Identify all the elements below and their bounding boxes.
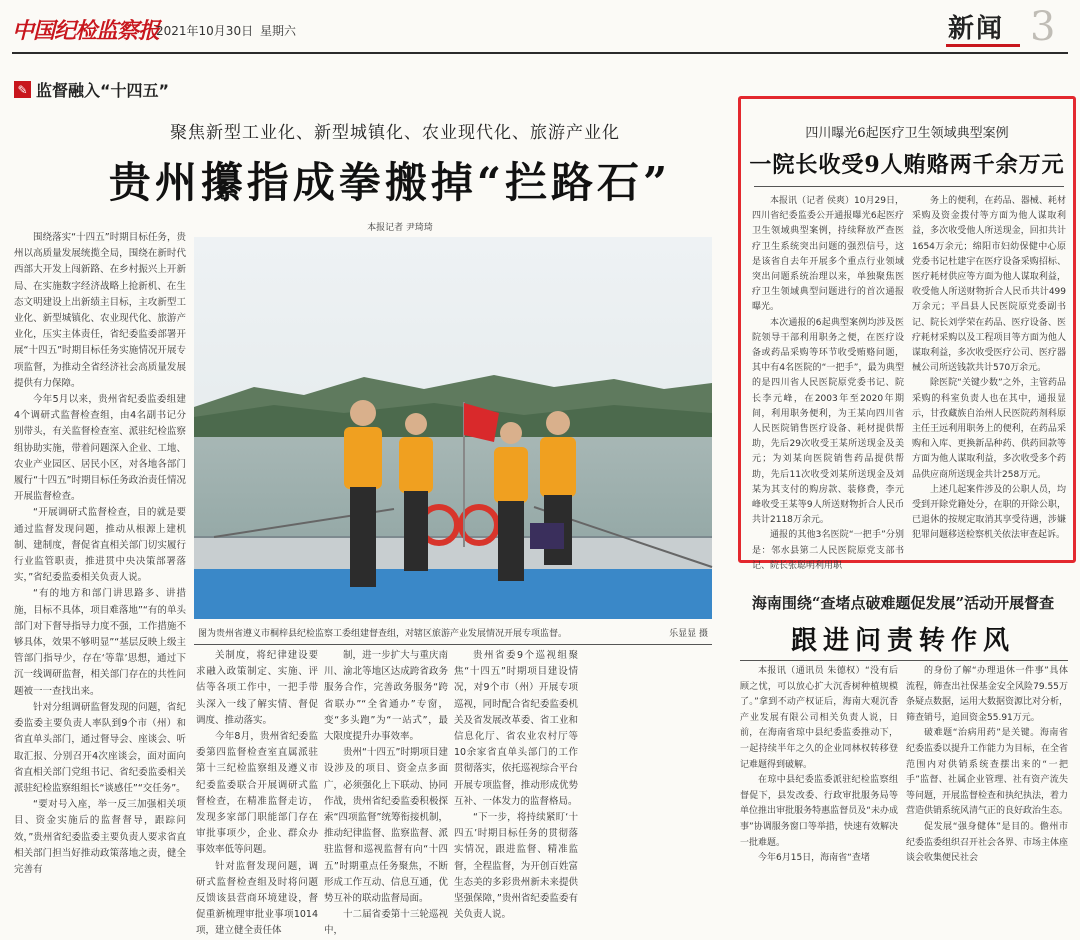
lead-column-1 <box>14 230 186 875</box>
section-underline <box>946 44 1020 47</box>
paragraph: 制，进一步扩大与重庆南川、渝北等地区达成跨省政务服务合作，完善政务服务“跨省联办”“全省通办”专窗，变“多头跑”为“一站式”，最大限度提升办事效率。 <box>324 650 448 743</box>
hainan-headline[interactable]: 跟进问责转作风 <box>790 626 1015 656</box>
paragraph: 促发展“强身健体”是目的。儋州市纪委监委组织召开社会各界、市场主体座谈会收集便民社会 <box>906 821 1069 864</box>
paragraph: 通报的其他3名医院“一把手”分别是：邻水县第二人民医院原党支部书记、院长张聪明利用职 <box>752 530 904 571</box>
paragraph: “开展调研式监督检查，目的就是要通过监督发现问题，推动从根源上建机制、建制度，督促省直相关部门切实履行行业监管职责，推进贯中央决策部署落实，”省纪委监委相关负责人说。 <box>14 507 186 584</box>
masthead <box>0 0 1080 52</box>
box-column-2 <box>912 194 1066 556</box>
paragraph: 务上的便利，在药品、器械、耗材采购及资金拨付等方面为他人谋取利益，多次收受他人所送现金，回扣共计1654万余元；绵阳市妇幼保健中心原党委书记杜建宇在医疗设备采购招标、医疗耗材供应等方面为他人谋取利益，收受他人所送财物折合人民币共计499万余元；平昌县人民医院原党委副书记、院长刘学荣在药品、医疗设备、医疗耗材采购以及工程项目等方面为他人谋取利益，多次收受医疗公司、医疗器械公司所送钱款共计570万余元。 <box>912 196 1066 374</box>
paragraph: 本报讯（记者 侯爽）10月29日，四川省纪委监委公开通报曝光6起医疗卫生领域典型案例，持续释放严查医疗卫生系统突出问题的强烈信号，这是该省自去年开展多个重点行业领域突出问题系统治理以来，单独聚焦医疗卫生领域典型问题进行的首次通报曝光。 <box>752 196 904 313</box>
paragraph: 贵州省委9个巡视组聚焦“十四五”时期项目建设情况，对9个市（州）开展专项巡视，同时配合省纪委监委机关及省发展改革委、省工业和信息化厅、省农业农村厅等10余家省直单头部门的工作贯彻落实，依托巡视综合平台开展专项监督，推动形成优势互补、一体发力的监督格局。 <box>454 650 578 807</box>
paragraph: 本报讯（通讯员 朱德权）“没有后顾之忧，可以放心扩大沉香树种植规模了。”拿到不动产权证后，海南大观沉香产业发展有限公司相关负责人说，日前，在海南省琼中县纪委监委推动下，一起持续半年之久的企业同林权转移登记难题得到破解。 <box>740 666 898 770</box>
box-headline[interactable]: 一院长收受9人贿赂两千余万元 <box>749 152 1065 178</box>
bookmark-icon: ✎ <box>14 81 31 98</box>
paragraph: 贵州“十四五”时期项目建设涉及的项目、资金点多面广，必须强化上下联动、协同作战，贵州省纪委监委积极探索“四项监督”统筹衔接机制，推动纪律监督、监察监督、派驻监督和巡视监督有向“十四五”时期重点任务聚焦，不断形成工作互动、信息互通，优势互补的联动监督局面。 <box>324 747 448 905</box>
page-number: 3 <box>1030 4 1056 50</box>
hainan-rule <box>740 660 1068 661</box>
paragraph: 在琼中县纪委监委派驻纪检监察组督促下，县发改委、行政审批服务局等单位推出审批服务特惠监督员及“未办成事”协调服务窗口等举措，快速有效解决一批难题。 <box>740 775 898 848</box>
lead-headline[interactable]: 贵州攥指成拳搬掉“拦路石” <box>108 158 672 207</box>
lead-column-5 <box>584 648 712 868</box>
photo-credit: 乐显显 摄 <box>669 629 708 639</box>
paragraph: “有的地方和部门讲思路多、讲措施，目标不具体，项目难落地”“有的单头部门对下督导指导力度不强，工作措施不够具体，效果不够明显”“基层反映上级主管部门指导少，存在‘等靠’思想，通过下沉一线调研监督，相关部门存在的共性问题被一一查找出来。 <box>14 588 186 697</box>
lake-boat-scene-image <box>194 237 712 619</box>
hainan-column-2 <box>906 664 1068 868</box>
paragraph: “要对号入座，举一反三加强相关项目、资金实施后的监督督导，跟踪问效，”贵州省纪委监委主要负责人要求省直相关部门担当好推动政策落地之责，健全完善有 <box>14 799 186 875</box>
paragraph: 围绕落实“十四五”时期目标任务，贵州以高质量发展统揽全局，围绕在新时代西部大开发上闯新路、在乡村振兴上开新局、在实施数字经济战略上抢新机、在生态文明建设上出新绩主目标，主攻新型工业化、新型城镇化、农业现代化、旅游产业化，压实主体责任，省纪委监委部署开展“十四五”时期目标任务实施情况开展专项监督，为推动全省经济社会高质量发展提供有力保障。 <box>14 232 186 389</box>
masthead-rule <box>12 52 1068 54</box>
column-tag-label: 监督融入“十四五” <box>36 81 170 100</box>
box-rule <box>754 186 1064 187</box>
paragraph: 今年5月以来，贵州省纪委监委组建4个调研式监督检查组，由4名副书记分别带头，有关监督检查室、派驻纪检监察组协助实施，带着问题深入企业、工地、农业产业园区、居民小区，对各地各部门履行“十四五”时期目标任务政治责任情况开展监督检查。 <box>14 394 186 503</box>
box-kicker: 四川曝光6起医疗卫生领域典型案例 <box>805 126 1009 141</box>
paragraph: 十二届省委第十三轮巡视中， <box>324 909 448 937</box>
section-title: 新闻 <box>948 14 1005 44</box>
lead-kicker: 聚焦新型工业化、新型城镇化、农业现代化、旅游产业化 <box>170 123 620 143</box>
lead-column-3 <box>324 648 448 937</box>
photo-caption-text: 图为贵州省遵义市桐梓县纪检监察工委组建督查组，对辖区旅游产业发展情况开展专项监督。 <box>198 629 568 639</box>
hainan-kicker: 海南围绕“查堵点破难题促发展”活动开展督查 <box>751 594 1055 612</box>
photo-divider <box>194 644 712 645</box>
lead-column-2 <box>196 648 318 937</box>
paragraph: 针对分组调研监督发现的问题，省纪委监委主要负责人率队到9个市（州）和省直单头部门，通过督导会、座谈会、听取汇报、分别召开4次座谈会，面对面向省直相关部门党组书记、省纪委监委相关派驻纪检监察组组长“谈感任”“交任务”。 <box>14 701 186 794</box>
newspaper-logo[interactable]: 中国纪检监察报 <box>12 18 160 44</box>
photo-caption <box>198 626 708 639</box>
paragraph: 破难题“治病用药”是关键。海南省纪委监委以提升工作能力为目标，在全省范围内对供销系统查摆出来的“一把手”监督、社属企业管理、社有资产流失等问题，开展监督检查和执纪执法，着力营造供销系统风清气正的良好政治生态。 <box>906 728 1069 817</box>
paragraph: 除医院“关键少数”之外，主管药品采购的科室负责人也在其中，通报显示，甘孜藏族自治州人民医院药剂科原主任王远利用职务上的便利，在药品采购和入库、更换新品种药、供药回款等方面为他人谋取利益，多次收受多个药品供应商所送现金共计258万元。 <box>912 378 1066 480</box>
paragraph: 上述几起案件涉及的公职人员，均受到开除党籍处分，在职的开除公职，已退休的按规定取消其享受待遇，涉嫌犯罪问题移送检察机关依法审查起诉。 <box>912 484 1066 541</box>
paragraph: 针对监督发现问题，调研式监督检查组及时将问题反馈该县营商环境建设，督促重新梳理审批业事项1014项，建立健全责任体 <box>196 860 318 937</box>
issue-weekday: 星期六 <box>260 24 297 38</box>
box-column-1 <box>752 194 904 571</box>
column-tag <box>14 78 169 101</box>
paragraph: 本次通报的6起典型案例均涉及医院领导干部利用职务之便，在医疗设备或药品采购等环节收受贿赂问题，其中有4名医院的“一把手”，最为典型的是四川省人民医院原党委书记、院长李元峰，在2003年至2020年期间，利用职务便利，为王某向四川省人民医院销售医疗设备、耗材提供帮助，先后29次收受王某所送现金及美元；为刘某向医院销售药品提供帮助，先后11次收受刘某所送现金及刘某为其支付的购房款、装修费，李元峰收受王某等9人所送财物折合人民币共计2118万余元。 <box>752 317 904 526</box>
paragraph: 的身份了解“办理退休一件事”具体流程，筛查出社保基金安全风险79.55万条疑点数据，运用大数据资源比对分析，筛查销号，追回资金55.91万元。 <box>906 666 1069 723</box>
paragraph: 今年8月，贵州省纪委监委第四监督检查室直属派驻第十三纪检监察组及遵义市纪委监委联合开展调研式监督检查，在精准监督走访，发现多家部门职能部门存在审批事项少，企业、群众办事效率低等问题。 <box>196 731 318 856</box>
lead-photo[interactable] <box>194 237 712 619</box>
paragraph: “下一步，将持续紧盯‘十四五’时期目标任务的贯彻落实情况，跟进监督、精准监督，全程监督，为开创百姓富生态美的多彩贵州新未来提供坚强保障，”贵州省纪委监委有关负责人说。 <box>454 812 578 921</box>
paragraph: 关制度，将纪律建设要求融入政策制定、实施、评估等各项工作中，一把手带头深入一线了解实情、督促调度、推动落实。 <box>196 650 318 726</box>
lead-column-4 <box>454 648 578 921</box>
hainan-column-1 <box>740 664 898 868</box>
lead-byline: 本报记者 尹琦琦 <box>367 223 433 233</box>
paragraph: 今年6月15日，海南省“查堵 <box>758 853 870 864</box>
issue-date: 2021年10月30日 <box>156 24 254 38</box>
